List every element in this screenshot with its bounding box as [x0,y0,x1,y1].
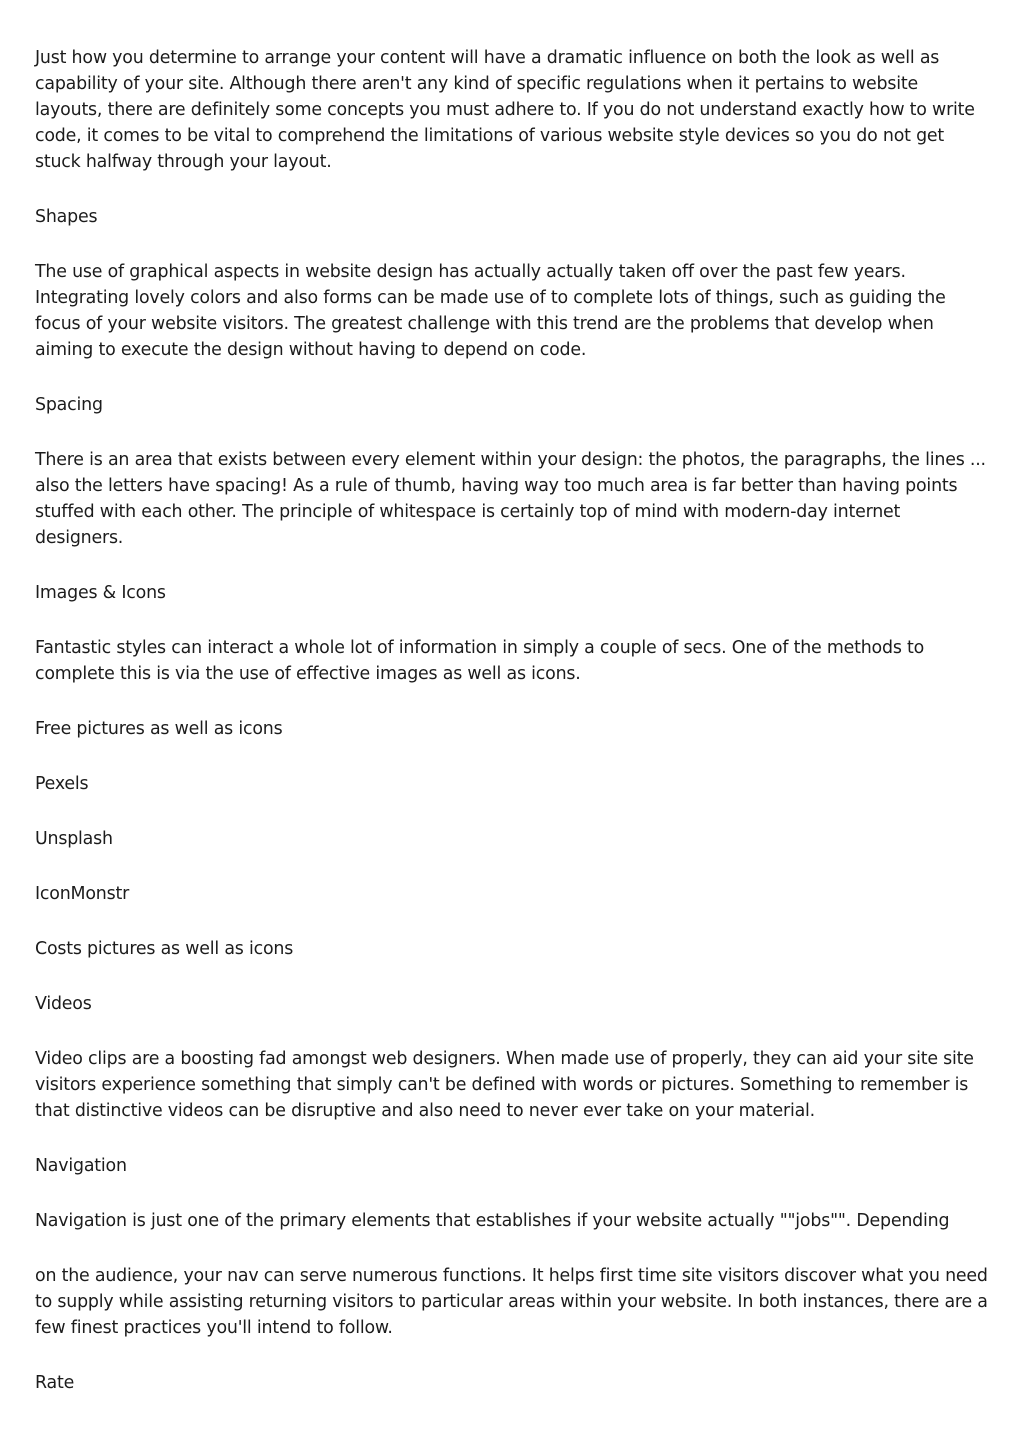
unsplash-line: Unsplash [35,829,113,849]
images-icons-paragraph: Fantastic styles can interact a whole lot of information in simply a couple of secs. One of the methods to complete this is via the use of effective images as well as icons. [35,638,925,684]
navigation-paragraph-2: on the audience, your nav can serve numerous functions. It helps first time site visitors discover what you need to supply while assisting returning visitors to particular areas within your website. In both instances, there are a few finest practices you'll intend to follow. [35,1266,988,1338]
spacing-paragraph: There is an area that exists between every element within your design: the photos, the paragraphs, the lines ... also the letters have spacing! As a rule of thumb, having way too much area is far better than having points stuffed with each other. The principle of whitespace is certainly top of mind with modern-day internet designers. [35,450,986,548]
section-heading-spacing: Spacing [35,395,103,415]
shapes-paragraph: The use of graphical aspects in website design has actually actually taken off over the past few years. Integrating lovely colors and also forms can be made use of to complete lots of things, such as guiding the focus of your website visitors. The greatest challenge with this trend are the problems that develop when aiming to execute the design without having to depend on code. [35,262,946,360]
iconmonstr-line: IconMonstr [35,884,130,904]
costs-pictures-line: Costs pictures as well as icons [35,939,294,959]
section-heading-rate: Rate [35,1373,75,1393]
free-pictures-line: Free pictures as well as icons [35,719,283,739]
navigation-paragraph-1: Navigation is just one of the primary elements that establishes if your website actually ""jobs"". Depending [35,1211,950,1231]
section-heading-shapes: Shapes [35,207,98,227]
videos-paragraph: Video clips are a boosting fad amongst web designers. When made use of properly, they can aid your site site visitors experience something that simply can't be defined with words or pictures. Something to remember is that distinctive videos can be disruptive and also need to never ever take on your material. [35,1049,974,1121]
section-heading-videos: Videos [35,994,92,1014]
section-heading-navigation: Navigation [35,1156,127,1176]
pexels-line: Pexels [35,774,89,794]
intro-paragraph: Just how you determine to arrange your content will have a dramatic influence on both the look as well as capability of your site. Although there aren't any kind of specific regulations when it pertains to website layouts, there are definitely some concepts you must adhere to. If you do not understand exactly how to write code, it comes to be vital to comprehend the limitations of various website style devices so you do not get stuck halfway through your layout. [35,48,975,172]
section-heading-images-icons: Images & Icons [35,583,166,603]
